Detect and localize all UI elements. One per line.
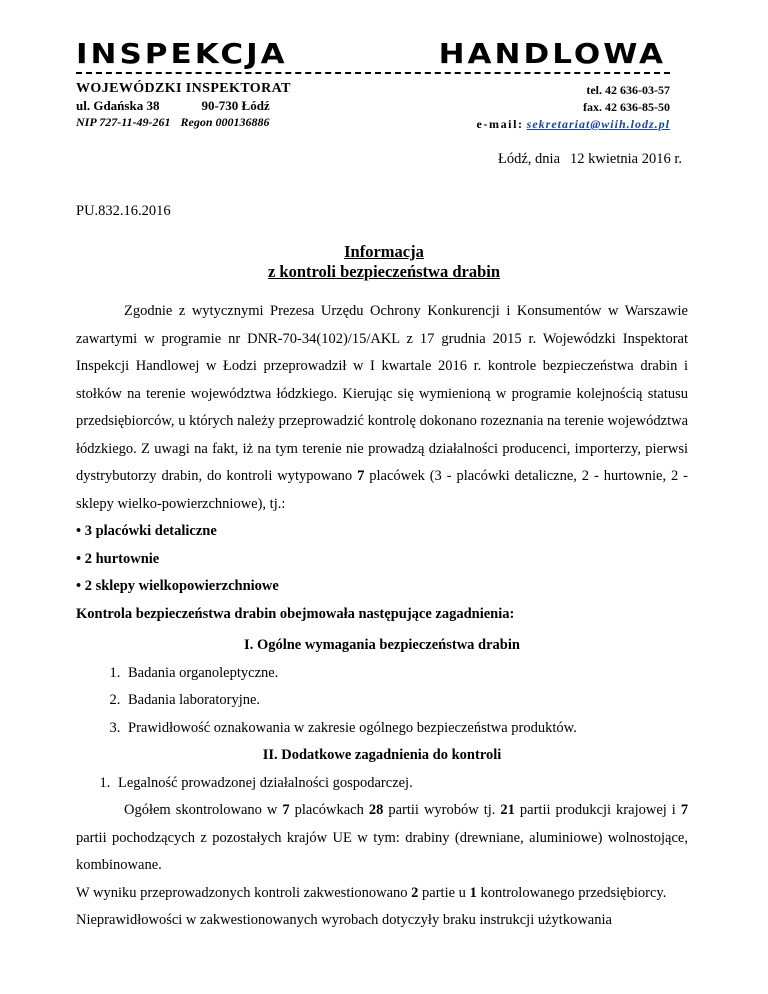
postal-city: 90-730 Łódź xyxy=(201,98,270,113)
result-paragraph: W wyniku przeprowadzonych kontroli zakwestionowano 2 partie u 1 kontrolowanego przedsiębiorcy. xyxy=(76,884,667,901)
letterhead-address xyxy=(76,80,291,131)
logo-word-inspekcja: INSPEKCJA xyxy=(76,37,288,71)
section-1-list xyxy=(76,660,688,743)
bullet-item: • 2 sklepy wielkopowierzchniowe xyxy=(76,578,279,594)
document-title xyxy=(0,242,768,282)
count-places: 7 xyxy=(357,468,365,484)
bullet-item: • 3 placówki detaliczne xyxy=(76,523,217,539)
list-item: 2. Badania laboratoryjne. xyxy=(124,687,688,715)
section-2-heading: II. Dodatkowe zagadnienia do kontroli xyxy=(262,747,502,763)
title-line-2: z kontroli bezpieczeństwa drabin xyxy=(267,262,501,281)
phone: tel. 42 636-03-57 xyxy=(586,83,670,97)
email-link[interactable]: sekretariat@wiih.lodz.pl xyxy=(526,117,670,131)
date-line xyxy=(498,151,682,168)
office-name: WOJEWÓDZKI INSPEKTORAT xyxy=(76,81,291,96)
date-value: 12 kwietnia 2016 r. xyxy=(570,151,682,167)
bullet-item: • 2 hurtownie xyxy=(76,550,160,567)
nip: NIP 727-11-49-261 xyxy=(76,115,171,129)
logo-word-handlowa: HANDLOWA xyxy=(438,37,666,71)
document-body xyxy=(76,298,688,935)
address-line xyxy=(76,97,291,114)
letterhead-logo xyxy=(76,36,666,72)
tax-ids xyxy=(76,114,291,131)
street: ul. Gdańska 38 xyxy=(76,98,160,113)
email-row xyxy=(476,116,670,133)
summary-paragraph: Ogółem skontrolowano w 7 placówkach 28 partii wyrobów tj. 21 partii produkcji krajowej i 7 partii pochodzących z pozostałych krajów UE w tym: drabiny (drewniane, aluminiowe) wolnostojące, kombinowane. xyxy=(76,802,689,873)
list-item: 3. Prawidłowość oznakowania w zakresie ogólnego bezpieczeństwa produktów. xyxy=(124,715,688,743)
section-2-list xyxy=(76,770,688,798)
intro-paragraph: Zgodnie z wytycznymi Prezesa Urzędu Ochrony Konkurencji i Konsumentów w Warszawie zawartymi w programie nr DNR-70-34(102)/15/AKL z 17 grudnia 2015 r. Wojewódzki Inspektorat Inspekcji Handlowej w Łodzi przeprowadził w I kwartale 2016 r. kontrole bezpieczeństwa drabin i stołków na terenie województwa łódzkiego. Kierując się wymienioną w programie kolejnością statusu przedsiębiorców, u których należy przeprowadzić kontrolę dokonano rozeznania na terenie województwa łódzkiego. Z uwagi na fakt, iż na tym terenie nie prowadzą działalności producenci, importerzy, pierwsi dystrybutorzy drabin, do kontroli wytypowano 7 placówek (3 - placówki detaliczne, 2 - hurtownie, 2 - sklepy wielko-powierzchniowe), tj.: xyxy=(76,303,689,512)
title-line-1: Informacja xyxy=(344,242,424,261)
fax: fax. 42 636-85-50 xyxy=(583,100,670,114)
regon: Regon 000136886 xyxy=(180,115,270,129)
irregularities-paragraph: Nieprawidłowości w zakwestionowanych wyrobach dotyczyły braku instrukcji użytkowania xyxy=(76,912,612,928)
date-prefix: Łódź, dnia xyxy=(498,151,561,167)
section-1-heading: I. Ogólne wymagania bezpieczeństwa drabin xyxy=(244,637,520,653)
list-item: 1. Legalność prowadzonej działalności gospodarczej. xyxy=(114,770,688,798)
email-label: e-mail: xyxy=(476,117,524,131)
scope-heading: Kontrola bezpieczeństwa drabin obejmowała następujące zagadnienia: xyxy=(76,605,515,622)
letterhead-contact xyxy=(476,82,670,133)
reference-number: PU.832.16.2016 xyxy=(76,203,171,219)
list-item: 1. Badania organoleptyczne. xyxy=(124,660,688,688)
letterhead-divider xyxy=(76,72,670,74)
